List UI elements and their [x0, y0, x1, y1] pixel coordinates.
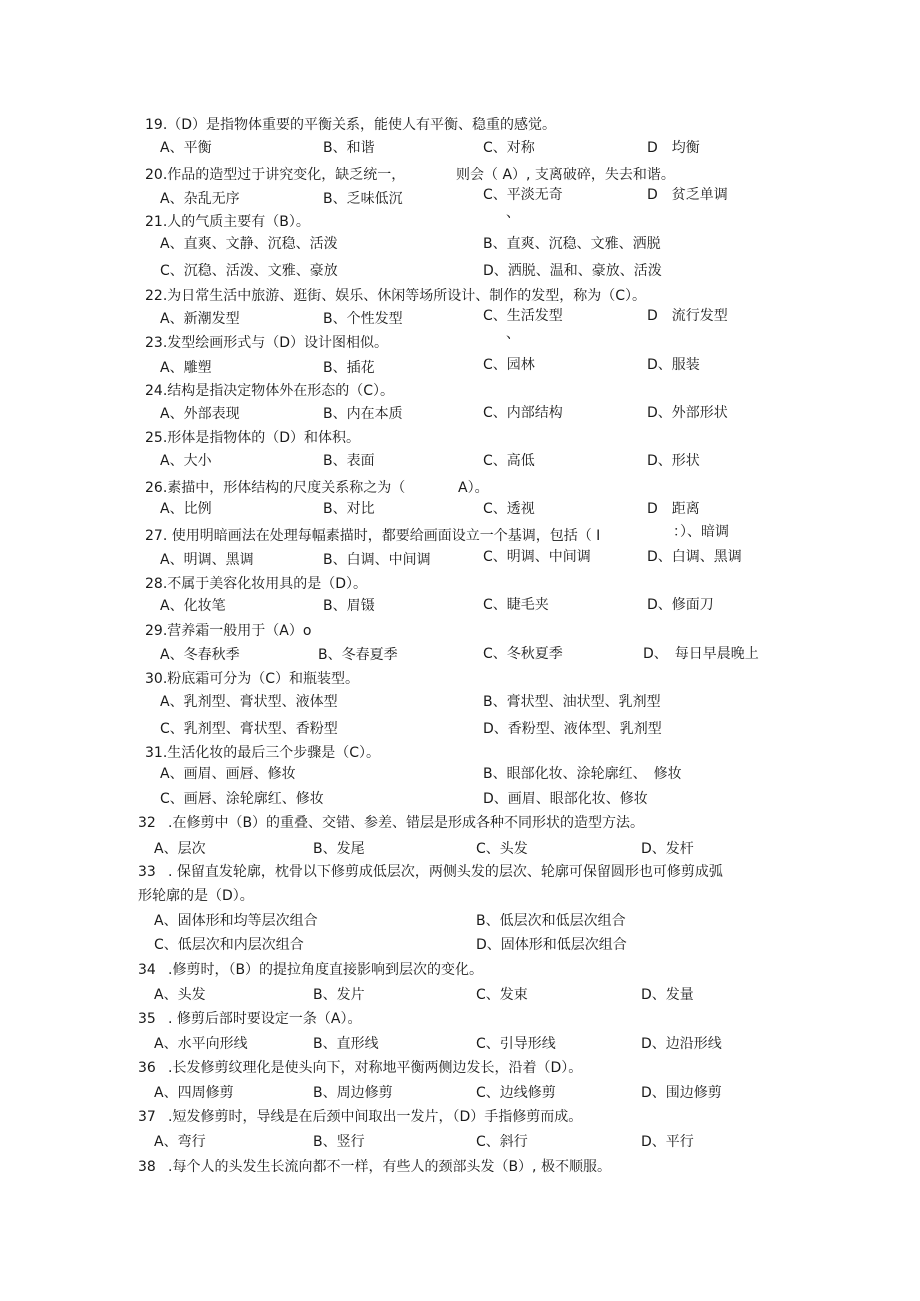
question-25-option-d: D、形状 [647, 453, 700, 469]
question-32-option-c: C、头发 [476, 841, 528, 857]
question-24-option-c: C、内部结构 [483, 405, 563, 421]
question-21-option-a: A、直爽、文静、沉稳、活泼 [160, 236, 338, 252]
question-33-stem: . 保留直发轮廓，枕骨以下修剪成低层次，两侧头发的层次、轮廓可保留圆形也可修剪成弧 [168, 864, 723, 880]
question-29-option-b: B、冬春夏季 [318, 647, 398, 663]
question-29-stem: 29.营养霜一般用于（A）o [145, 623, 312, 639]
question-24-option-d: D、外部形状 [647, 405, 728, 421]
question-34-option-a: A、头发 [154, 987, 206, 1003]
question-23-stem: 23.发型绘画形式与（D）设计图相似。 [145, 335, 389, 351]
question-27-option-c: C、明调、中间调 [483, 549, 591, 565]
question-32-option-d: D、发杆 [641, 841, 694, 857]
question-26-option-d: D 距离 [647, 501, 700, 517]
question-33-option-a: A、固体形和均等层次组合 [154, 913, 318, 929]
question-28-stem: 28.不属于美容化妆用具的是（D）。 [145, 576, 368, 592]
question-35-option-d: D、边沿形线 [641, 1036, 722, 1052]
question-25-stem: 25.形体是指物体的（D）和体积。 [145, 430, 361, 446]
question-30-option-a: A、乳剂型、膏状型、液体型 [160, 694, 338, 710]
question-29-option-c: C、冬秋夏季 [483, 646, 563, 662]
question-26-option-c: C、透视 [483, 501, 535, 517]
question-28-option-a: A、化妆笔 [160, 598, 226, 614]
question-22-option-c: C、生活发型 [483, 308, 563, 324]
question-22-option-a: A、新潮发型 [160, 311, 240, 327]
question-35-option-b: B、直形线 [313, 1036, 379, 1052]
question-37-option-d: D、平行 [641, 1134, 694, 1150]
question-34-number: 34 [138, 962, 156, 978]
question-32-option-a: A、层次 [154, 841, 206, 857]
question-33-option-b: B、低层次和低层次组合 [476, 913, 626, 929]
question-20-stray-mark: 、 [506, 205, 520, 221]
question-26-stem: 26.素描中，形体结构的尺度关系称之为（ [145, 480, 406, 496]
question-33-option-c: C、低层次和内层次组合 [154, 937, 304, 953]
question-27-option-a: A、明调、黑调 [160, 552, 254, 568]
question-36-option-d: D、围边修剪 [641, 1085, 722, 1101]
question-37-option-c: C、斜行 [476, 1134, 528, 1150]
question-24-option-b: B、内在本质 [323, 406, 403, 422]
question-29-option-d: D、 每日早晨晚上 [643, 646, 759, 662]
question-37-option-b: B、竖行 [313, 1134, 365, 1150]
question-30-stem: 30.粉底霜可分为（C）和瓶装型。 [145, 671, 360, 687]
question-23-option-c: C、园林 [483, 357, 535, 373]
question-25-option-a: A、大小 [160, 453, 212, 469]
question-37-number: 37 [138, 1109, 156, 1125]
question-34-option-b: B、发片 [313, 987, 365, 1003]
question-19-stem: 19.（D）是指物体重要的平衡关系，能使人有平衡、稳重的感觉。 [145, 117, 557, 133]
question-20-option-a: A、杂乱无序 [160, 191, 240, 207]
question-21-option-d: D、洒脱、温和、豪放、活泼 [483, 263, 662, 279]
question-28-option-b: B、眉镊 [323, 598, 375, 614]
question-30-option-c: C、乳剂型、膏状型、香粉型 [160, 721, 338, 737]
question-29-option-a: A、冬春秋季 [160, 647, 240, 663]
question-36-stem: .长发修剪纹理化是使头向下，对称地平衡两侧边发长，沿着（D）。 [168, 1060, 583, 1076]
question-28-option-d: D、修面刀 [647, 597, 714, 613]
question-32-stem: .在修剪中（B）的重叠、交错、参差、错层是形成各种不同形状的造型方法。 [168, 815, 645, 831]
question-31-option-b: B、眼部化妆、涂轮廓红、 修妆 [483, 766, 682, 782]
question-27-stem-cont: ：）、暗调 [673, 524, 729, 540]
question-33-option-d: D、固体形和低层次组合 [476, 937, 627, 953]
question-35-option-c: C、引导形线 [476, 1036, 556, 1052]
question-26-option-a: A、比例 [160, 501, 212, 517]
question-34-option-d: D、发量 [641, 987, 694, 1003]
question-35-option-a: A、水平向形线 [154, 1036, 248, 1052]
question-36-number: 36 [138, 1060, 156, 1076]
question-22-stem: 22.为日常生活中旅游、逛街、娱乐、休闲等场所设计、制作的发型，称为（C）。 [145, 288, 647, 304]
question-27-stem: 27. 使用明暗画法在处理每幅素描时，都要给画面设立一个基调，包括（ I [145, 528, 601, 544]
question-30-option-b: B、膏状型、油状型、乳剂型 [483, 694, 661, 710]
question-31-option-d: D、画眉、眼部化妆、修妆 [483, 791, 648, 807]
question-22-stray-mark: 、 [506, 326, 520, 342]
question-25-option-c: C、高低 [483, 453, 535, 469]
question-20-option-d: D 贫乏单调 [647, 187, 728, 203]
question-35-number: 35 [138, 1011, 156, 1027]
question-20-stem: 20.作品的造型过于讲究变化，缺乏统一， [145, 167, 406, 183]
question-23-option-a: A、雕塑 [160, 360, 212, 376]
question-26-stem-cont: A）。 [458, 480, 489, 496]
question-21-stem: 21.人的气质主要有（B）。 [145, 214, 310, 230]
question-20-option-c: C、平淡无奇 [483, 187, 563, 203]
question-33-stem-cont: 形轮廓的是（D）。 [138, 888, 254, 904]
question-37-option-a: A、弯行 [154, 1134, 206, 1150]
question-19-option-d: D 均衡 [647, 140, 700, 156]
question-30-option-d: D、香粉型、液体型、乳剂型 [483, 721, 662, 737]
question-25-option-b: B、表面 [323, 453, 375, 469]
question-36-option-c: C、边线修剪 [476, 1085, 556, 1101]
question-21-option-b: B、直爽、沉稳、文雅、洒脱 [483, 236, 661, 252]
question-36-option-b: B、周边修剪 [313, 1085, 393, 1101]
question-31-option-c: C、画唇、涂轮廓红、修妆 [160, 791, 324, 807]
question-20-stem-cont: 则会（ A）, 支离破碎，失去和谐。 [456, 167, 675, 183]
question-38-stem: .每个人的头发生长流向都不一样，有些人的颈部头发（B）, 极不顺服。 [168, 1159, 611, 1175]
question-24-option-a: A、外部表现 [160, 406, 240, 422]
question-27-option-b: B、白调、中间调 [323, 552, 431, 568]
question-35-stem: . 修剪后部时要设定一条（A）。 [168, 1011, 362, 1027]
question-19-option-b: B、和谐 [323, 140, 375, 156]
question-31-option-a: A、画眉、画唇、修妆 [160, 766, 296, 782]
question-32-option-b: B、发尾 [313, 841, 365, 857]
question-24-stem: 24.结构是指决定物体外在形态的（C）。 [145, 383, 395, 399]
question-34-option-c: C、发束 [476, 987, 528, 1003]
question-26-option-b: B、对比 [323, 501, 375, 517]
question-19-option-a: A、平衡 [160, 140, 212, 156]
question-28-option-c: C、睫毛夹 [483, 597, 549, 613]
question-22-option-d: D 流行发型 [647, 308, 728, 324]
question-31-stem: 31.生活化妆的最后三个步骤是（C）。 [145, 745, 381, 761]
question-33-number: 33 [138, 864, 156, 880]
question-36-option-a: A、四周修剪 [154, 1085, 234, 1101]
question-38-number: 38 [138, 1159, 156, 1175]
question-22-option-b: B、个性发型 [323, 311, 403, 327]
question-23-option-d: D、服装 [647, 357, 700, 373]
question-27-option-d: D、白调、黑调 [647, 549, 742, 565]
question-32-number: 32 [138, 815, 156, 831]
question-21-option-c: C、沉稳、活泼、文雅、豪放 [160, 263, 338, 279]
question-34-stem: .修剪时，（B）的提拉角度直接影响到层次的变化。 [168, 962, 484, 978]
question-20-option-b: B、乏味低沉 [323, 191, 403, 207]
question-19-option-c: C、对称 [483, 140, 535, 156]
question-23-option-b: B、插花 [323, 360, 375, 376]
question-37-stem: .短发修剪时，导线是在后颈中间取出一发片，（D）手指修剪而成。 [168, 1109, 583, 1125]
